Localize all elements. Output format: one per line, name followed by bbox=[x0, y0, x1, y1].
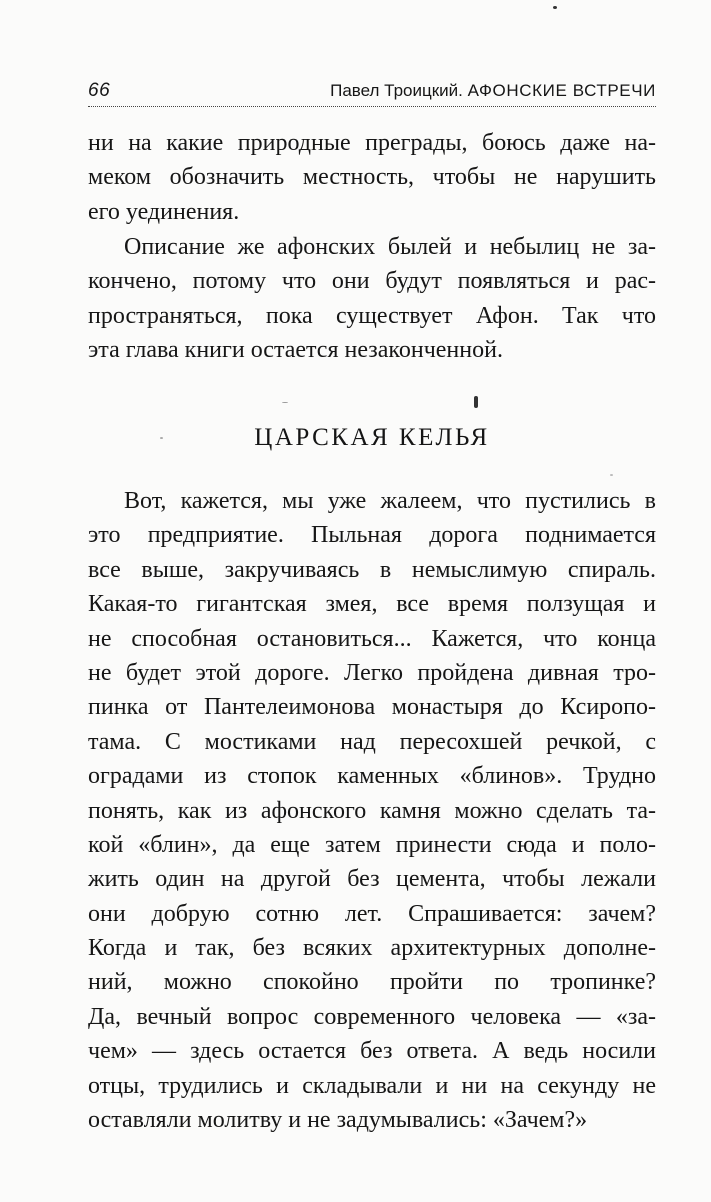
closing-paragraph bbox=[88, 230, 656, 368]
text-line: оградами из стопок каменных «блинов». Трудно bbox=[88, 763, 656, 790]
text-line: ний, можно спокойно пройти по тропинке? bbox=[88, 969, 656, 996]
text-line: эта глава книги остается незаконченной. bbox=[88, 337, 503, 364]
text-line: они добрую сотню лет. Спрашивается: зачем? bbox=[88, 900, 656, 927]
text-line: пространяться, пока существует Афон. Так что bbox=[88, 302, 656, 329]
scan-speck bbox=[474, 396, 478, 408]
text-line: оставляли молитву и не задумывались: «Зачем?» bbox=[88, 1107, 588, 1134]
scan-speck bbox=[160, 437, 163, 439]
scan-speck bbox=[610, 474, 613, 476]
text-line: это предприятие. Пыльная дорога поднимается bbox=[88, 522, 656, 549]
text-line: Какая-то гигантская змея, все время ползущая и bbox=[88, 591, 656, 618]
text-line: Да, вечный вопрос современного человека — «за- bbox=[88, 1003, 656, 1030]
chapter-title: ЦАРСКАЯ КЕЛЬЯ bbox=[254, 424, 490, 451]
text-line: чем» — здесь остается без ответа. А ведь носили bbox=[88, 1038, 656, 1065]
text-line: Вот, кажется, мы уже жалеем, что пустились в bbox=[124, 488, 656, 514]
text-line: не будет этой дороге. Легко пройдена дивная тро- bbox=[88, 659, 656, 686]
chapter-paragraph bbox=[88, 484, 656, 1137]
text-line: Описание же афонских былей и небылиц не за- bbox=[124, 234, 656, 260]
text-line: тама. С мостиками над пересохшей речкой, с bbox=[88, 728, 656, 755]
header-book-title: АФОНСКИЕ ВСТРЕЧИ bbox=[467, 81, 656, 100]
continuation-paragraph bbox=[88, 126, 656, 229]
header-author: Павел Троицкий. bbox=[330, 81, 463, 100]
text-line: не способная остановиться... Кажется, что конца bbox=[88, 625, 656, 652]
text-line: кой «блин», да еще затем принести сюда и поло- bbox=[88, 831, 656, 858]
running-header bbox=[88, 80, 656, 107]
text-line: понять, как из афонского камня можно сделать та- bbox=[88, 797, 656, 824]
running-title bbox=[330, 81, 656, 101]
page-number: 66 bbox=[88, 80, 111, 101]
text-line: его уединения. bbox=[88, 198, 240, 225]
text-line: ни на какие природные преграды, боюсь даже на- bbox=[88, 130, 656, 156]
text-line: кончено, потому что они будут появляться и рас- bbox=[88, 268, 656, 295]
scan-speck bbox=[553, 6, 557, 9]
text-line: Когда и так, без всяких архитектурных дополне- bbox=[88, 935, 656, 962]
text-line: отцы, трудились и складывали и ни на секунду не bbox=[88, 1072, 656, 1099]
text-line: жить один на другой без цемента, чтобы лежали bbox=[88, 866, 656, 893]
text-line: меком обозначить местность, чтобы не нарушить bbox=[88, 164, 656, 191]
text-line: все выше, закручиваясь в немыслимую спираль. bbox=[88, 556, 656, 583]
text-line: пинка от Пантелеимонова монастыря до Ксиропо- bbox=[88, 694, 656, 721]
scan-speck bbox=[282, 402, 288, 403]
